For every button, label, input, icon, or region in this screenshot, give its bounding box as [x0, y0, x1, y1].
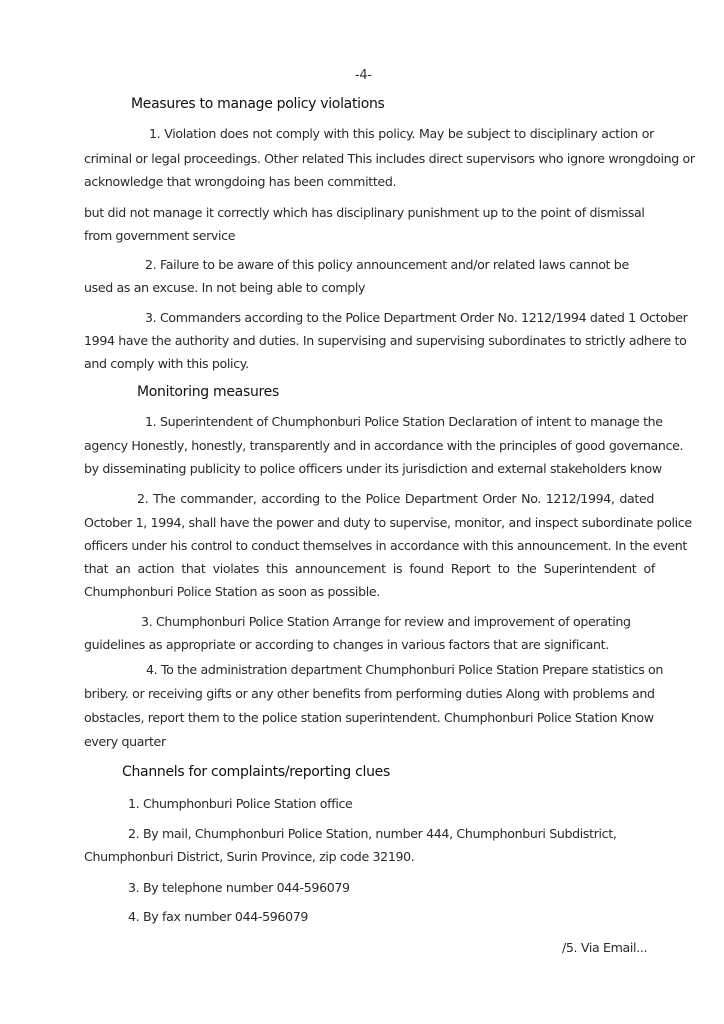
- continuation-note: /5. Via Email...: [562, 940, 648, 955]
- violations-item1-line5: from government service: [84, 228, 236, 243]
- monitoring-item4-line1: 4. To the administration department Chumphonburi Police Station Prepare statistics on: [146, 662, 664, 677]
- violations-item1-line1: 1. Violation does not comply with this policy. May be subject to disciplinary action or: [149, 126, 654, 141]
- monitoring-item2-line1: 2. The commander, according to the Police Department Order No. 1212/1994, dated: [137, 491, 654, 506]
- monitoring-item2-line3: officers under his control to conduct themselves in accordance with this announcement. In the event: [84, 538, 688, 553]
- monitoring-item2-line4: that an action that violates this announcement is found Report to the Superintendent of: [84, 561, 655, 576]
- channels-item3: 3. By telephone number 044-596079: [128, 880, 350, 895]
- channels-item2-line2: Chumphonburi District, Surin Province, zip code 32190.: [84, 849, 415, 864]
- channels-item2-line1: 2. By mail, Chumphonburi Police Station, number 444, Chumphonburi Subdistrict,: [128, 826, 617, 841]
- violations-item2-line2: used as an excuse. In not being able to comply: [84, 280, 366, 295]
- monitoring-item4-line4: every quarter: [84, 734, 166, 749]
- monitoring-item1-line1: 1. Superintendent of Chumphonburi Police Station Declaration of intent to manage the: [145, 414, 663, 429]
- page-number: -4-: [355, 68, 372, 83]
- monitoring-item3-line1: 3. Chumphonburi Police Station Arrange for review and improvement of operating: [141, 614, 631, 629]
- monitoring-item1-line3: by disseminating publicity to police officers under its jurisdiction and external stakeholders know: [84, 461, 662, 476]
- violations-item2-line1: 2. Failure to be aware of this policy announcement and/or related laws cannot be: [145, 257, 629, 272]
- channels-item1: 1. Chumphonburi Police Station office: [128, 796, 353, 811]
- monitoring-item1-line2: agency Honestly, honestly, transparently and in accordance with the principles of good governance.: [84, 438, 684, 453]
- channels-item4: 4. By fax number 044-596079: [128, 909, 309, 924]
- monitoring-item4-line3: obstacles, report them to the police station superintendent. Chumphonburi Police Station Know: [84, 710, 654, 725]
- section-heading-violations: Measures to manage policy violations: [131, 96, 385, 112]
- section-heading-monitoring: Monitoring measures: [137, 384, 279, 400]
- monitoring-item4-line2: bribery. or receiving gifts or any other benefits from performing duties Along with problems and: [84, 686, 655, 701]
- monitoring-item2-line2: October 1, 1994, shall have the power and duty to supervise, monitor, and inspect subordinate police: [84, 515, 692, 530]
- section-heading-channels: Channels for complaints/reporting clues: [122, 764, 390, 780]
- violations-item1-line4: but did not manage it correctly which has disciplinary punishment up to the point of dismissal: [84, 205, 645, 220]
- monitoring-item3-line2: guidelines as appropriate or according to changes in various factors that are significant.: [84, 637, 609, 652]
- violations-item3-line2: 1994 have the authority and duties. In supervising and supervising subordinates to strictly adhere to: [84, 333, 687, 348]
- violations-item3-line3: and comply with this policy.: [84, 356, 249, 371]
- violations-item1-line2: criminal or legal proceedings. Other related This includes direct supervisors who ignore wrongdoing or: [84, 151, 695, 166]
- violations-item1-line3: acknowledge that wrongdoing has been committed.: [84, 174, 397, 189]
- monitoring-item2-line5: Chumphonburi Police Station as soon as possible.: [84, 584, 380, 599]
- violations-item3-line1: 3. Commanders according to the Police Department Order No. 1212/1994 dated 1 October: [145, 310, 688, 325]
